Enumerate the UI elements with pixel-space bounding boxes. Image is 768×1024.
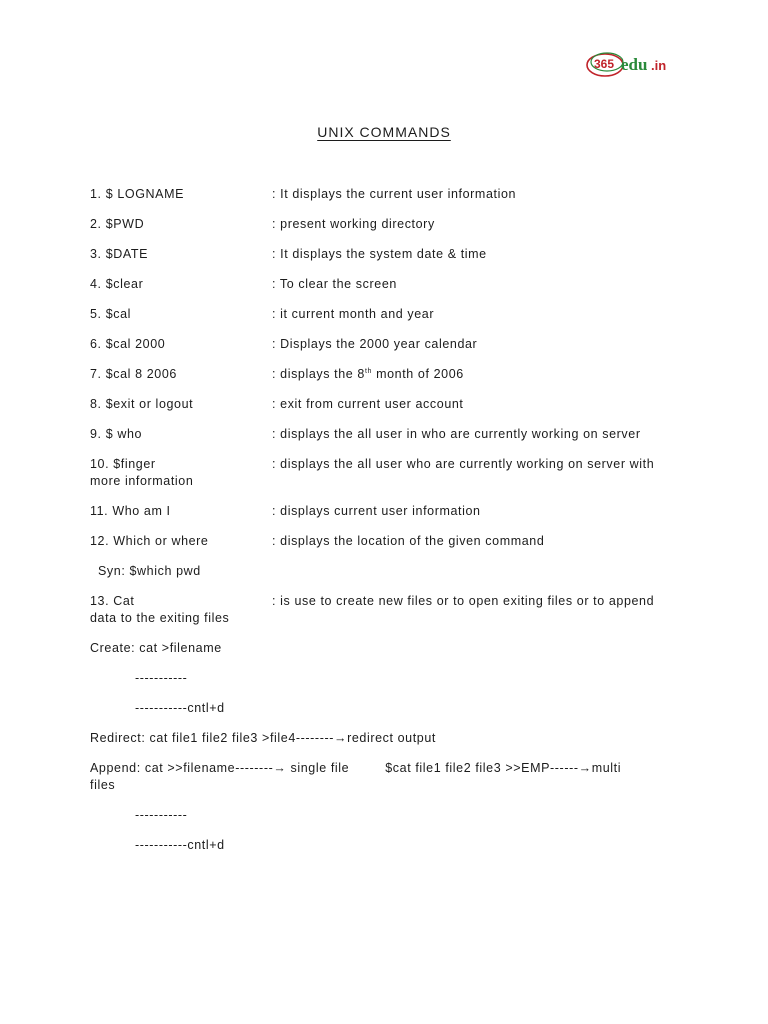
command-name: 5. $cal [90, 307, 132, 321]
command-row-11 [90, 503, 690, 520]
ctrl-d-line: -----------cntl+d [135, 701, 225, 715]
logo [585, 50, 677, 80]
command-name: 13. Cat [90, 594, 135, 608]
command-name: 9. $ who [90, 427, 143, 441]
command-desc: : Displays the 2000 year calendar [272, 337, 478, 351]
command-desc: : exit from current user account [272, 397, 464, 411]
command-row-1 [90, 186, 690, 203]
dashes-line: ----------- [135, 808, 188, 822]
command-row-9 [90, 426, 690, 443]
syntax-example: Syn: $which pwd [98, 564, 201, 578]
command-row-10 [90, 456, 690, 473]
command-name: 8. $exit or logout [90, 397, 194, 411]
command-desc: : It displays the system date & time [272, 247, 487, 261]
command-name: 6. $cal 2000 [90, 337, 166, 351]
command-desc: : displays current user information [272, 504, 481, 518]
command-row-2 [90, 216, 690, 233]
create-example: Create: cat >filename [90, 641, 222, 655]
command-name: 2. $PWD [90, 217, 145, 231]
command-name: 10. $finger [90, 457, 156, 471]
command-desc-continuation: more information [90, 474, 194, 488]
command-name: 1. $ LOGNAME [90, 187, 185, 201]
logo-mark [585, 50, 677, 80]
command-desc: : is use to create new files or to open exiting files or to append [272, 594, 655, 608]
command-desc: : present working directory [272, 217, 435, 231]
dashes-line: ----------- [135, 671, 188, 685]
command-desc: : It displays the current user information [272, 187, 517, 201]
page-title-text: UNIX COMMANDS [317, 124, 451, 140]
command-desc: : displays the 8th month of 2006 [272, 367, 464, 381]
command-desc: : To clear the screen [272, 277, 397, 291]
command-desc-continuation: data to the exiting files [90, 611, 230, 625]
logo-domain: .in [651, 58, 667, 73]
append-continuation: files [90, 778, 116, 792]
command-desc: : displays the all user who are currently working on server with [272, 457, 655, 471]
command-row-6 [90, 336, 690, 353]
command-name: 3. $DATE [90, 247, 149, 261]
command-row-3 [90, 246, 690, 263]
command-list [90, 186, 690, 854]
command-name: 7. $cal 8 2006 [90, 367, 177, 381]
command-desc: : it current month and year [272, 307, 435, 321]
command-row-7 [90, 366, 690, 383]
command-row-8 [90, 396, 690, 413]
command-row-13 [90, 593, 690, 610]
command-name: 12. Which or where [90, 534, 209, 548]
command-row-5 [90, 306, 690, 323]
page-title [0, 124, 768, 140]
command-name: 4. $clear [90, 277, 144, 291]
ctrl-d-line: -----------cntl+d [135, 838, 225, 852]
logo-brand: edu [621, 55, 648, 74]
command-row-12 [90, 533, 690, 550]
command-row-4 [90, 276, 690, 293]
append-example: Append: cat >>filename--------→ single file $cat file1 file2 file3 >>EMP------→multi [90, 761, 622, 775]
command-desc: : displays the all user in who are currently working on server [272, 427, 641, 441]
redirect-example: Redirect: cat file1 file2 file3 >file4--------→redirect output [90, 731, 436, 745]
command-name: 11. Who am I [90, 504, 171, 518]
logo-number: 365 [594, 57, 615, 71]
command-desc: : displays the location of the given command [272, 534, 545, 548]
